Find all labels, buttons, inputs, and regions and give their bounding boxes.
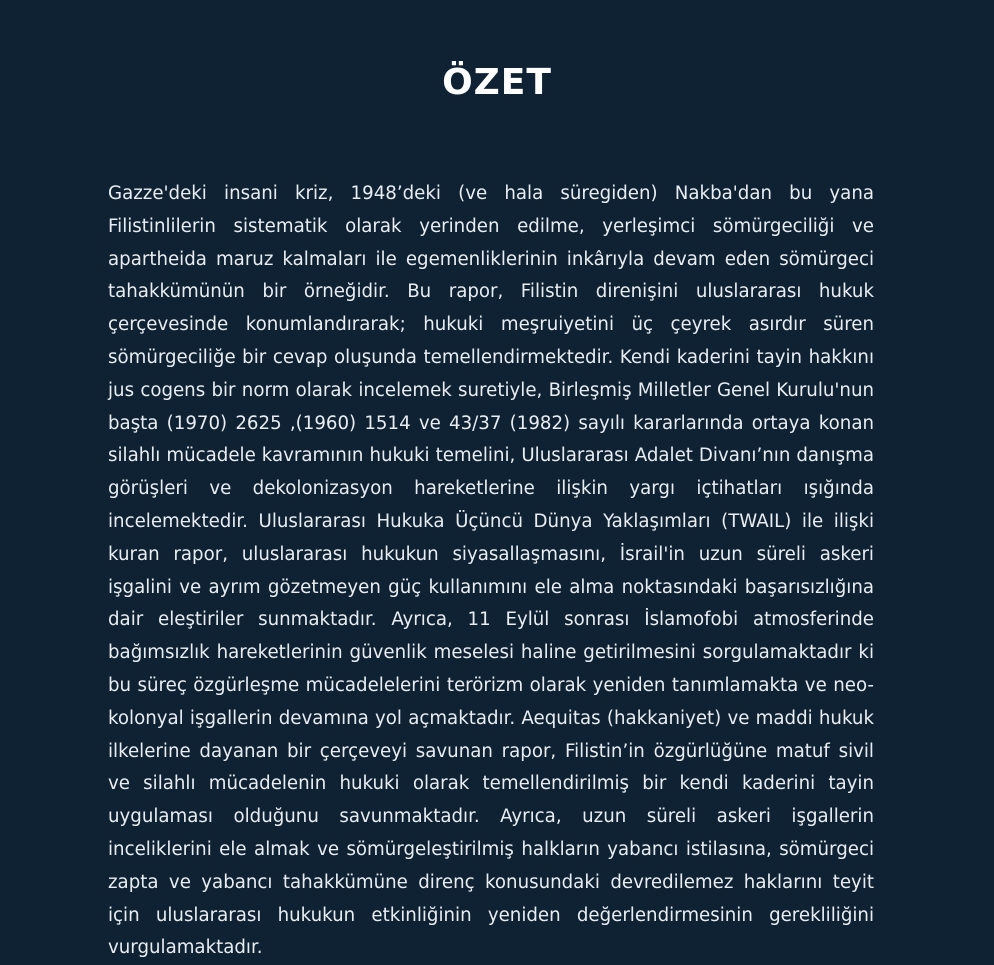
abstract-paragraph: Gazze'deki insani kriz, 1948’deki (ve hala süregiden) Nakba'dan bu yana Filistinlilerin sistematik olarak yerinden edilme, yerleşimci sömürgeciliği ve apartheida maruz kalmaları ile egemenliklerinin inkârıyla devam eden sömürgeci tahakkümünün bir örneğidir. Bu rapor, Filistin direnişini uluslararası hukuk çerçevesinde konumlandırarak; hukuki meşruiyetini üç çeyrek asırdır süren sömürgeciliğe bir cevap oluşunda temellendirmektedir. Kendi kaderini tayin hakkını jus cogens bir norm olarak incelemek suretiyle, Birleşmiş Milletler Genel Kurulu'nun başta (1970) 2625 ,(1960) 1514 ve 43/37 (1982) sayılı kararlarında ortaya konan silahlı mücadele kavramının hukuki temelini, Uluslararası Adalet Divanı’nın danışma görüşleri ve dekolonizasyon hareketlerine ilişkin yargı içtihatları ışığında incelemektedir. Uluslararası Hukuka Üçüncü Dünya Yaklaşımları (TWAIL) ile ilişki kuran rapor, uluslararası hukukun siyasallaşmasını, İsrail'in uzun süreli askeri işgalini ve ayrım gözetmeyen güç kullanımını ele alma noktasındaki başarısızlığına dair eleştiriler sunmaktadır. Ayrıca, 11 Eylül sonrası İslamofobi atmosferinde bağımsızlık hareketlerinin güvenlik meselesi haline getirilmesini sorgulamaktadır ki bu süreç özgürleşme mücadelelerini terörizm olarak yeniden tanımlamakta ve neo-kolonyal işgallerin devamına yol açmaktadır. Aequitas (hakkaniyet) ve maddi hukuk ilkelerine dayanan bir çerçeveyi savunan rapor, Filistin’in özgürlüğüne matuf sivil ve silahlı mücadelenin hukuki olarak temellendirilmiş bir kendi kaderini tayin uygulaması olduğunu savunmaktadır. Ayrıca, uzun süreli askeri işgallerin inceliklerini ele almak ve sömürgeleştirilmiş halkların yabancı istilasına, sömürgeci zapta ve yabancı tahakkümüne direnç konusundaki devredilemez haklarını teyit için uluslararası hukukun etkinliğinin yeniden değerlendirmesinin gerekliliğini vurgulamaktadır. bbox=[108, 183, 874, 959]
page-title: ÖZET bbox=[442, 62, 552, 103]
